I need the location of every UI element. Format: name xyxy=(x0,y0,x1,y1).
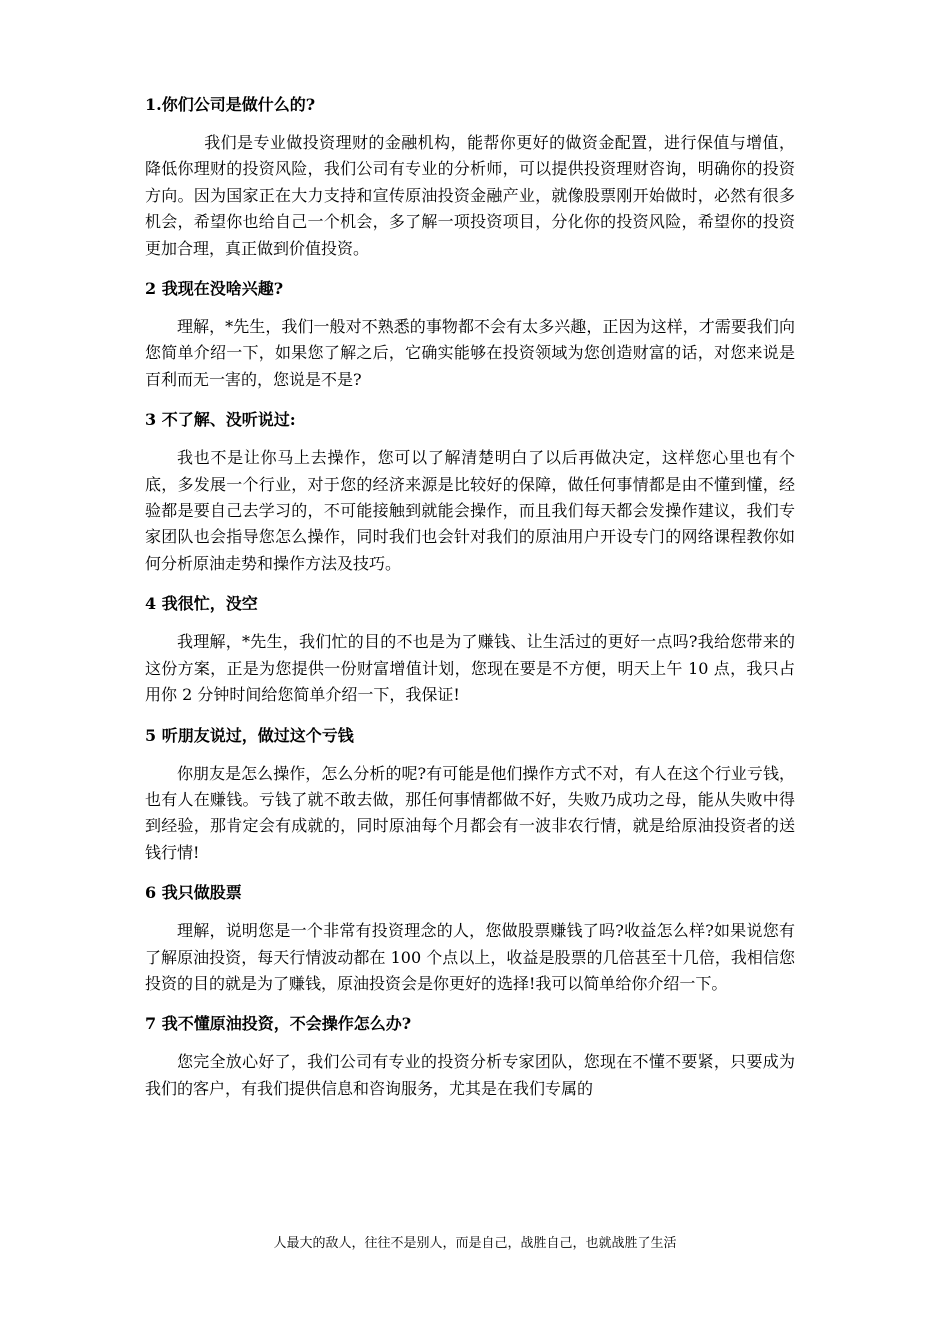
question-heading: 6 我只做股票 xyxy=(145,883,242,903)
page-footer: 人最大的敌人，往往不是别人，而是自己，战胜自己，也就战胜了生活 xyxy=(273,1236,677,1251)
answer-paragraph: 我也不是让你马上去操作，您可以了解清楚明白了以后再做决定，这样您心里也有个底，多发展一个行业，对于您的经济来源是比较好的保障，做任何事情都是由不懂到懂，经验都是要自己去学习的，不可能接触到就能会操作，而且我们每天都会发操作建议，我们专家团队也会指导您怎么操作，同时我们也会针对我们的原油用户开设专门的网络课程教你如何分析原油走势和操作方法及技巧。 xyxy=(145,448,795,573)
answer-paragraph: 您完全放心好了，我们公司有专业的投资分析专家团队，您现在不懂不要紧，只要成为我们的客户，有我们提供信息和咨询服务，尤其是在我们专属的 xyxy=(145,1052,795,1098)
answer-paragraph: 理解，说明您是一个非常有投资理念的人，您做股票赚钱了吗?收益怎么样?如果说您有了解原油投资，每天行情波动都在 100 个点以上，收益是股票的几倍甚至十几倍，我相信您投资的目的就是为了赚钱，原油投资会是你更好的选择!我可以简单给你介绍一下。 xyxy=(145,921,795,993)
question-heading: 4 我很忙，没空 xyxy=(145,594,258,614)
question-heading: 5 听朋友说过，做过这个亏钱 xyxy=(145,725,354,745)
question-heading: 3 不了解、没听说过: xyxy=(145,410,296,430)
answer-paragraph: 理解，*先生，我们一般对不熟悉的事物都不会有太多兴趣，正因为这样，才需要我们向您简单介绍一下，如果您了解之后，它确实能够在投资领域为您创造财富的话，对您来说是百利而无一害的，您说是不是? xyxy=(145,317,795,389)
answer-paragraph: 你朋友是怎么操作，怎么分析的呢?有可能是他们操作方式不对，有人在这个行业亏钱，也有人在赚钱。亏钱了就不敢去做，那任何事情都做不好，失败乃成功之母，能从失败中得到经验，那肯定会有成就的，同时原油每个月都会有一波非农行情，就是给原油投资者的送钱行情! xyxy=(145,763,795,862)
question-heading: 7 我不懂原油投资，不会操作怎么办? xyxy=(145,1014,412,1034)
document-body xyxy=(145,92,795,1116)
question-heading: 2 我现在没啥兴趣? xyxy=(145,279,284,299)
answer-paragraph: 我们是专业做投资理财的金融机构，能帮你更好的做资金配置，进行保值与增值，降低你理财的投资风险，我们公司有专业的分析师，可以提供投资理财咨询，明确你的投资方向。因为国家正在大力支持和宣传原油投资金融产业，就像股票刚开始做时，必然有很多机会，希望你也给自己一个机会，多了解一项投资项目，分化你的投资风险，希望你的投资更加合理，真正做到价值投资。 xyxy=(145,133,795,258)
question-heading: 1.你们公司是做什么的? xyxy=(145,95,316,114)
answer-paragraph: 我理解，*先生，我们忙的目的不也是为了赚钱、让生活过的更好一点吗?我给您带来的这份方案，正是为您提供一份财富增值计划，您现在要是不方便，明天上午 10 点，我只占用你 2 分钟时间给您简单介绍一下，我保证! xyxy=(145,632,795,705)
